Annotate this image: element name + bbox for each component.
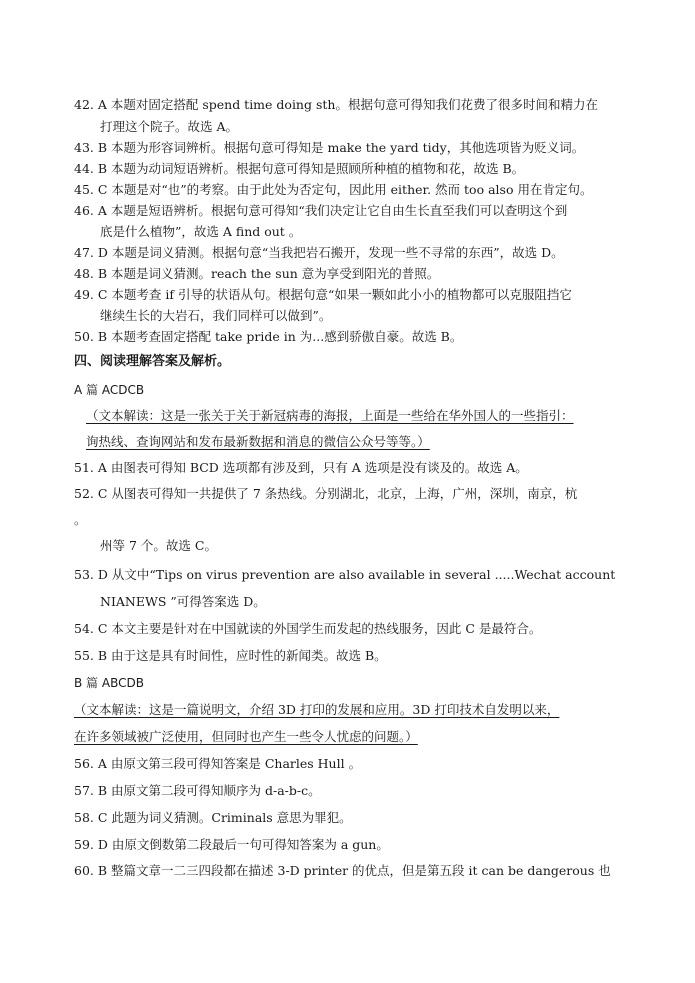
passage-b-summary-cont: 在许多领域被广泛使用，但同时也产生一些令人忧虑的问题。） — [74, 729, 418, 744]
passage-a-summary: （文本解读：这是一张关于关于新冠病毒的海报，上面是一些给在华外国人的一些指引： — [86, 408, 574, 423]
answer-58: 58. C 此题为词义猜测。Criminals 意思为罪犯。 — [74, 810, 352, 825]
answer-56: 56. A 由原文第三段可得知答案是 Charles Hull 。 — [74, 756, 362, 771]
answer-49-cont: 继续生长的大岩石，我们同样可以做到”。 — [100, 308, 332, 323]
answer-52: 52. C 从图表可得知一共提供了 7 条热线。分别湖北，北京，上海，广州，深圳，南京，杭 — [74, 486, 578, 501]
passage-b-summary: （文本解读：这是一篇说明文，介绍 3D 打印的发展和应用。3D 打印技术自发明以来， — [74, 702, 560, 717]
answer-42-cont: 打理这个院子。故选 A。 — [100, 119, 239, 134]
answer-54: 54. C 本文主要是针对在中国就读的外国学生而发起的热线服务，因此 C 是最符合。 — [74, 621, 542, 636]
answer-42: 42. A 本题对固定搭配 spend time doing sth。根据句意可得知我们花费了很多时间和精力在 — [74, 97, 598, 112]
answer-55: 55. B 由于这是具有时间性，应时性的新闻类。故选 B。 — [74, 648, 387, 663]
answer-53-cont: NIANEWS ”可得答案选 D。 — [100, 594, 266, 609]
passage-a-title: A 篇 ACDCB — [74, 383, 145, 397]
passage-b-title: B 篇 ABCDB — [74, 676, 144, 690]
answer-46-cont: 底是什么植物”，故选 A find out 。 — [100, 224, 302, 239]
answer-51: 51. A 由图表可得知 BCD 选项都有涉及到，只有 A 选项是没有谈及的。故选 A。 — [74, 460, 528, 475]
section-heading: 四、阅读理解答案及解析。 — [74, 354, 231, 369]
answer-52-cont: 州等 7 个。故选 C。 — [100, 538, 217, 553]
answer-44: 44. B 本题为动词短语辨析。根据句意可得知是照顾所种植的植物和花，故选 B。 — [74, 161, 525, 176]
answer-43: 43. B 本题为形容词辨析。根据句意可得知是 make the yard tidy，其他选项皆为贬义词。 — [74, 140, 585, 155]
answer-46: 46. A 本题是短语辨析。根据句意可得知“我们决定让它自由生长直至我们可以查明这个到 — [74, 203, 568, 218]
answer-60: 60. B 整篇文章一二三四段都在描述 3-D printer 的优点，但是第五段 it can be dangerous 也 — [74, 863, 611, 878]
answer-52-mark: 。 — [74, 512, 87, 527]
answer-49: 49. C 本题考查 if 引导的状语从句。根据句意“如果一颗如此小小的植物都可以克服阻挡它 — [74, 287, 572, 302]
answer-45: 45. C 本题是对“也”的考察。由于此处为否定句，因此用 either. 然而 too also 用在肯定句。 — [74, 182, 593, 197]
passage-a-summary-cont: 询热线、查询网站和发布最新数据和消息的微信公众号等等。） — [86, 434, 430, 449]
answer-57: 57. B 由原文第二段可得知顺序为 d-a-b-c。 — [74, 783, 321, 798]
answer-47: 47. D 本题是词义猜测。根据句意“当我把岩石搬开，发现一些不寻常的东西”，故选 D。 — [74, 245, 564, 260]
answer-53: 53. D 从文中“Tips on virus prevention are also available in several .....Wechat account — [74, 567, 616, 582]
answer-48: 48. B 本题是词义猜测。reach the sun 意为享受到阳光的普照。 — [74, 266, 440, 281]
answer-59: 59. D 由原文倒数第二段最后一句可得知答案为 a gun。 — [74, 837, 389, 852]
answer-50: 50. B 本题考查固定搭配 take pride in 为...感到骄傲自豪。故选 B。 — [74, 329, 463, 344]
